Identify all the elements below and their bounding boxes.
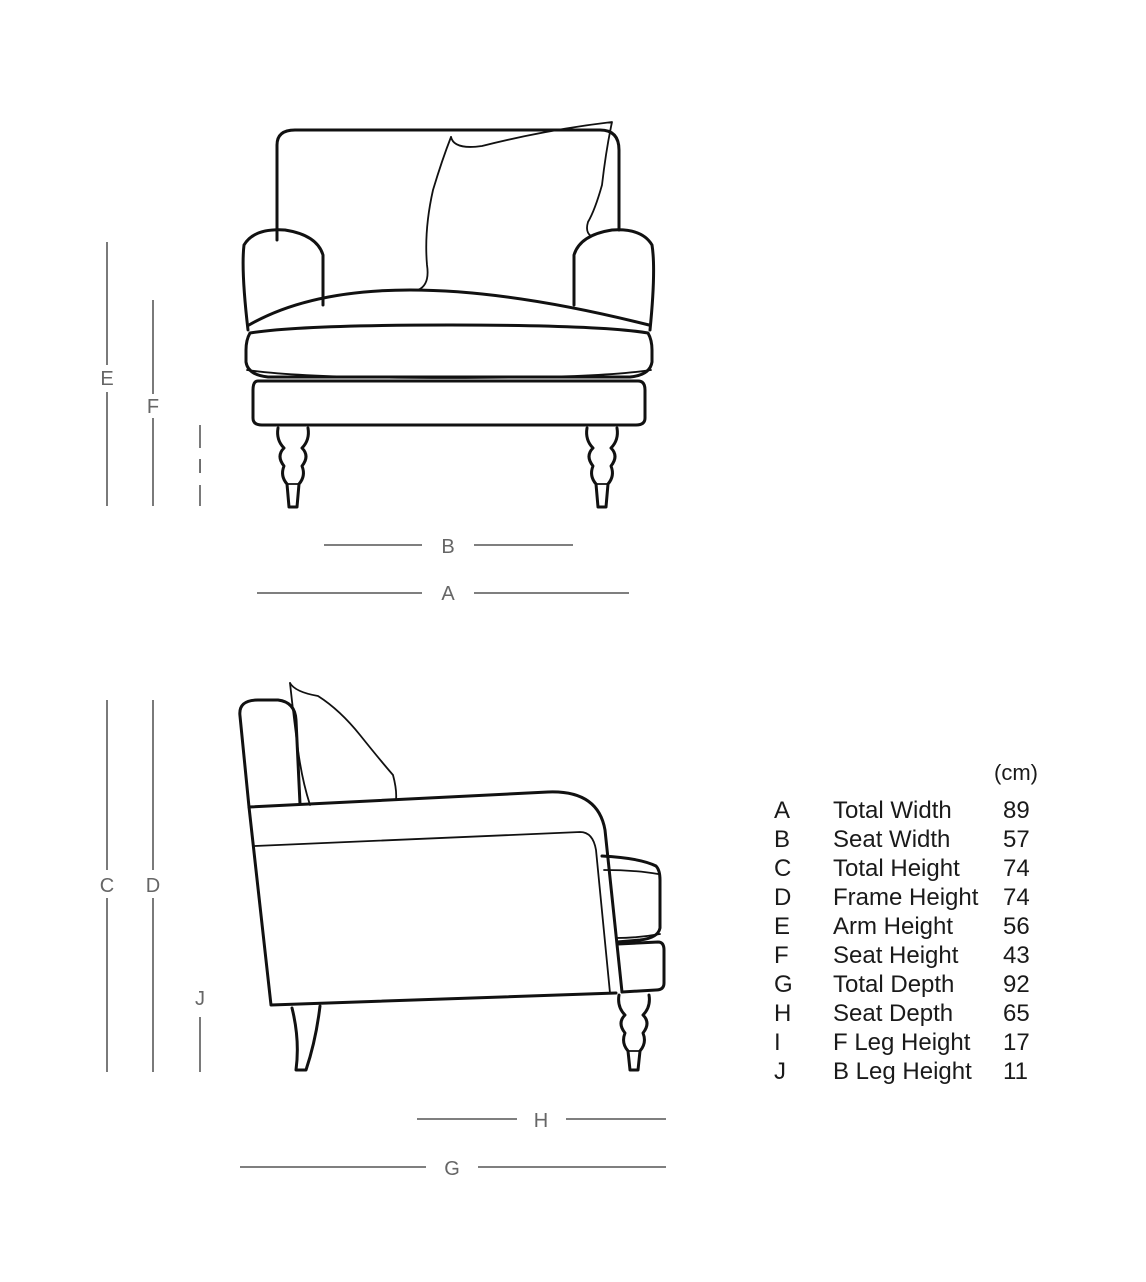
row-letter: C [774,855,792,882]
row-letter: D [774,884,792,911]
label-d: D [145,875,161,897]
table-row [774,854,1053,883]
row-value: 74 [1003,855,1030,882]
row-letter: J [774,1058,786,1085]
table-row [774,796,1053,825]
row-label: Arm Height [833,913,954,940]
row-letter: H [774,1000,792,1027]
table-row [774,883,1053,912]
row-label: Total Width [833,797,952,824]
row-value: 74 [1003,884,1030,911]
row-value: 57 [1003,826,1030,853]
label-j: J [195,988,205,1010]
label-a: A [441,583,455,605]
row-value: 92 [1003,971,1030,998]
row-letter: A [774,797,791,824]
row-label: B Leg Height [833,1058,972,1085]
row-letter: E [774,913,791,940]
table-row [774,912,1053,941]
label-c: C [99,875,115,897]
table-row [774,999,1053,1028]
row-letter: B [774,826,791,853]
row-label: Seat Height [833,942,959,969]
label-h: H [533,1110,549,1132]
label-e: E [100,368,114,390]
table-row [774,970,1053,999]
table-row [774,941,1053,970]
row-letter: G [774,971,793,998]
row-value: 65 [1003,1000,1030,1027]
row-label: Seat Width [833,826,951,853]
row-value: 89 [1003,797,1030,824]
row-label: F Leg Height [833,1029,971,1056]
unit-label: (cm) [994,760,1038,785]
dimensions-rows [774,796,1053,1086]
row-label: Seat Depth [833,1000,954,1027]
table-row [774,1057,1053,1086]
label-g: G [444,1158,460,1180]
row-label: Total Height [833,855,960,882]
row-value: 11 [1003,1058,1028,1085]
side-view-armchair [240,683,664,1070]
side-dimension-lines [107,700,666,1167]
row-label: Total Depth [833,971,955,998]
front-view-armchair [243,122,653,507]
table-row [774,825,1053,854]
row-letter: F [774,942,789,969]
row-value: 43 [1003,942,1030,969]
label-f: F [146,396,160,418]
row-value: 56 [1003,913,1030,940]
table-row [774,1028,1053,1057]
front-dimension-lines [107,242,629,593]
row-letter: I [774,1029,781,1056]
row-label: Frame Height [833,884,979,911]
label-i: I [197,456,203,478]
row-value: 17 [1003,1029,1030,1056]
label-b: B [441,536,455,558]
